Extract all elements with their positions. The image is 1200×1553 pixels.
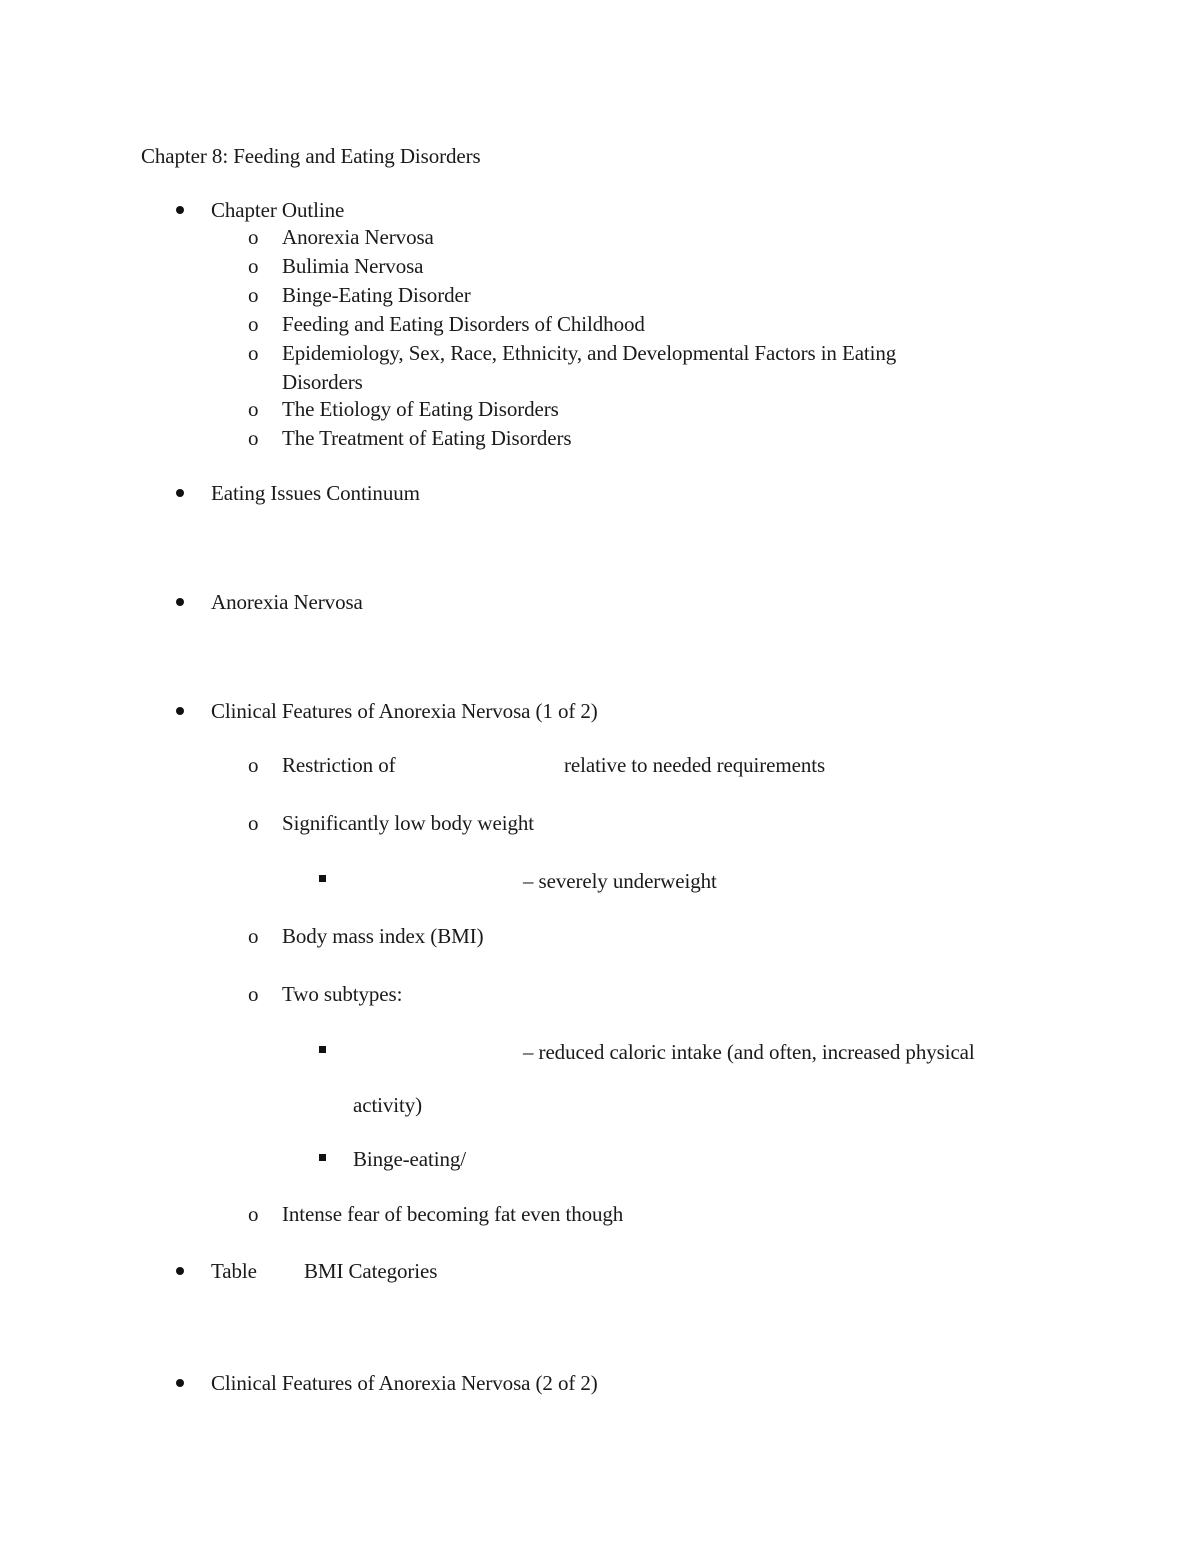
bmi-text: Body mass index (BMI) [282,924,484,948]
circle-bullet-icon: o [248,341,259,365]
underweight-text: – severely underweight [523,869,717,893]
clinical-features-2-heading: Clinical Features of Anorexia Nervosa (2 of 2) [211,1371,598,1395]
bullet-icon [176,598,184,606]
restriction-text-end: relative to needed requirements [564,753,826,777]
restriction-text-start: Restriction of [282,753,396,777]
outline-heading: Chapter Outline [211,198,345,222]
circle-bullet-icon: o [248,982,259,1006]
subtypes-text: Two subtypes: [282,982,403,1006]
bullet-icon [176,1267,184,1275]
restricting-subtype-continuation: activity) [353,1093,423,1117]
outline-item-continuation: Disorders [282,370,363,394]
restricting-subtype-text: – reduced caloric intake (and often, increased physical [523,1040,975,1064]
circle-bullet-icon: o [248,426,259,450]
square-bullet-icon [319,1046,326,1053]
outline-item: Anorexia Nervosa [282,225,434,249]
circle-bullet-icon: o [248,225,259,249]
outline-item: Binge-Eating Disorder [282,283,471,307]
circle-bullet-icon: o [248,924,259,948]
circle-bullet-icon: o [248,254,259,278]
bullet-icon [176,707,184,715]
table-title: BMI Categories [304,1259,438,1283]
bullet-icon [176,489,184,497]
outline-item: Epidemiology, Sex, Race, Ethnicity, and Developmental Factors in Eating [282,341,897,365]
document-title: Chapter 8: Feeding and Eating Disorders [141,144,481,168]
anorexia-heading: Anorexia Nervosa [211,590,363,614]
circle-bullet-icon: o [248,811,259,835]
fear-text: Intense fear of becoming fat even though [282,1202,624,1226]
circle-bullet-icon: o [248,753,259,777]
square-bullet-icon [319,875,326,882]
binge-subtype-text: Binge-eating/ [353,1147,467,1171]
square-bullet-icon [319,1154,326,1161]
outline-item: Bulimia Nervosa [282,254,424,278]
clinical-features-1-heading: Clinical Features of Anorexia Nervosa (1 of 2) [211,699,598,723]
circle-bullet-icon: o [248,397,259,421]
outline-item: The Etiology of Eating Disorders [282,397,559,421]
bullet-icon [176,1379,184,1387]
bullet-icon [176,206,184,214]
continuum-heading: Eating Issues Continuum [211,481,420,505]
table-label: Table [211,1259,257,1283]
low-body-weight-text: Significantly low body weight [282,811,534,835]
circle-bullet-icon: o [248,312,259,336]
circle-bullet-icon: o [248,283,259,307]
outline-item: The Treatment of Eating Disorders [282,426,572,450]
circle-bullet-icon: o [248,1202,259,1226]
outline-item: Feeding and Eating Disorders of Childhood [282,312,645,336]
